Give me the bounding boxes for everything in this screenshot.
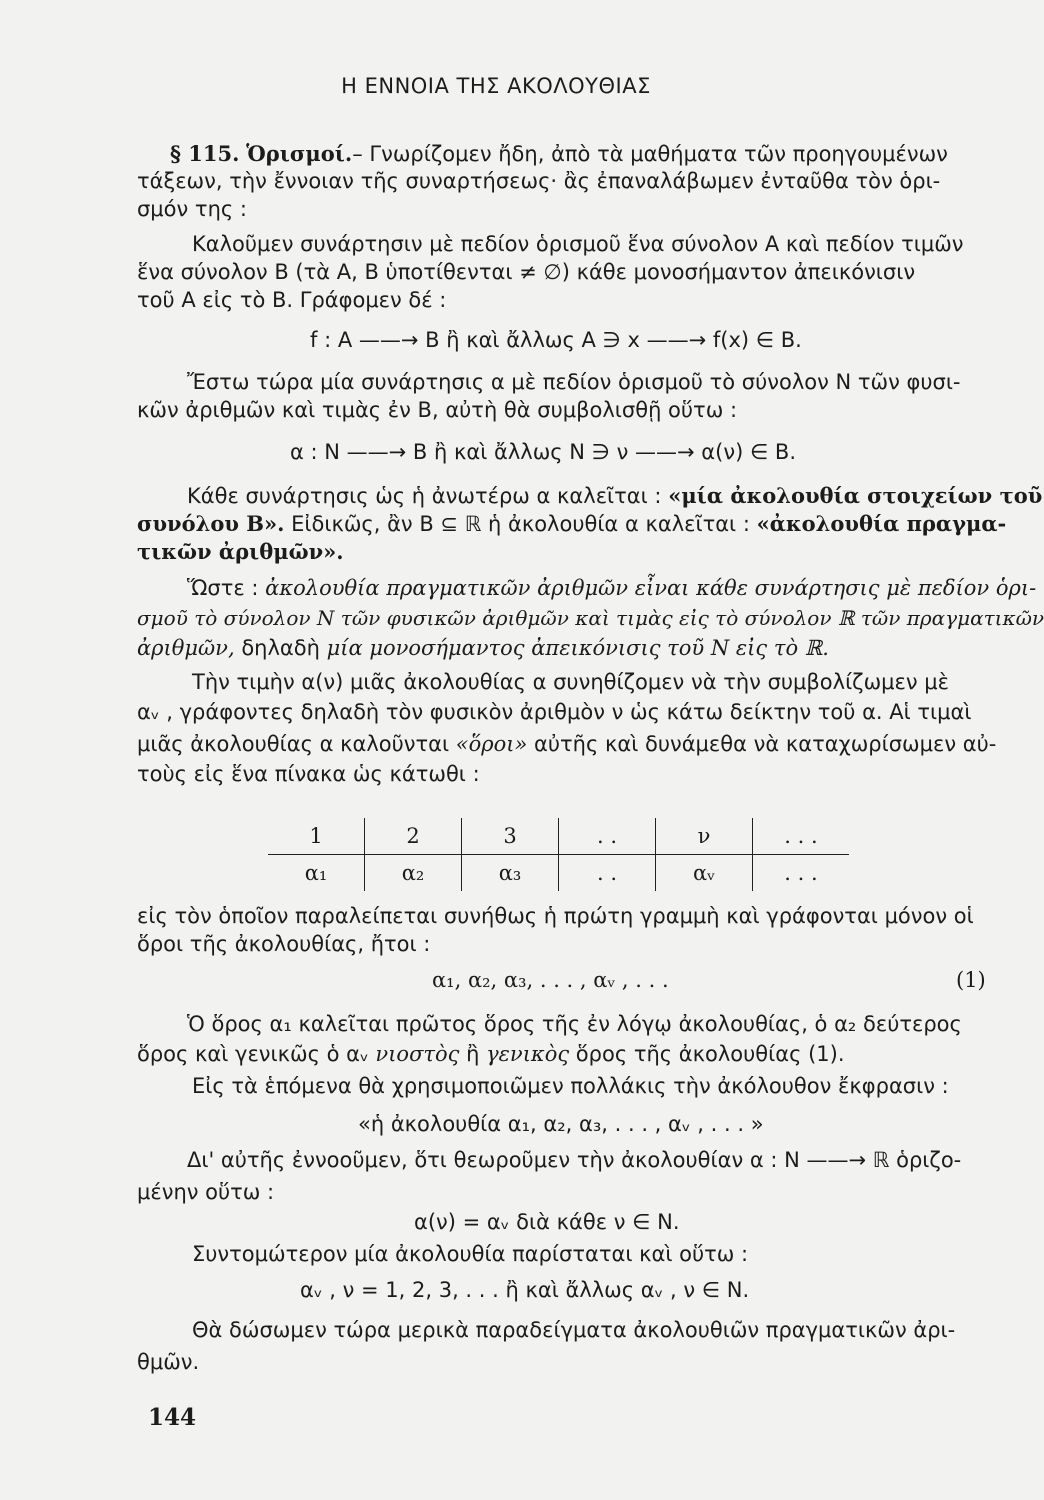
text-line: Ὁ ὅρος α₁ καλεῖται πρῶτος ὅρος τῆς ἐν λόγῳ ἀκολουθίας, ὁ α₂ δεύτερος [187, 1012, 962, 1036]
text-line: θμῶν. [137, 1350, 200, 1374]
equation-number: (1) [956, 968, 986, 992]
text-line: Εἰς τὰ ἑπόμενα θὰ χρησιμοποιῶμεν πολλάκις τὴν ἀκόλουθον ἔκφρασιν : [192, 1074, 949, 1098]
text-line: Ἔστω τώρα μία συνάρτησις α μὲ πεδίον ὁρισμοῦ τὸ σύνολον N τῶν φυσι- [187, 370, 961, 394]
text-line: Καλοῦμεν συνάρτησιν μὲ πεδίον ὁρισμοῦ ἕνα σύνολον A καὶ πεδίον τιμῶν [192, 232, 964, 256]
table-cell: α₃ [462, 855, 559, 892]
term-italic: νιοστὸς [375, 1042, 460, 1066]
text-line [137, 730, 996, 758]
formula-1: f : A ——→ B ἢ καὶ ἄλλως A ∋ x ——→ f(x) ∈ B. [310, 328, 802, 352]
definition-italic: ἀκολουθία πραγματικῶν ἀριθμῶν εἶναι κάθε συνάρτησις μὲ πεδίον ὁρι- [265, 576, 1037, 600]
text-line: Τὴν τιμὴν α(ν) μιᾶς ἀκολουθίας α συνηθίζομεν νὰ τὴν συμβολίζωμεν μὲ [192, 670, 950, 694]
section-heading-line [170, 140, 948, 168]
text-line [187, 574, 1036, 602]
text-line: Δι' αὐτῆς ἐννοοῦμεν, ὅτι θεωροῦμεν τὴν ἀκολουθίαν α : N ——→ ℝ ὁριζο- [187, 1148, 962, 1172]
formula-3: α₁, α₂, α₃, . . . , αᵥ , . . . [432, 968, 669, 992]
section-title: Ὁρισμοί. [246, 141, 353, 166]
table-cell: . . [559, 855, 656, 892]
sequence-table [268, 818, 849, 891]
text-line: Συντομώτερον μία ἀκολουθία παρίσταται καὶ οὕτω : [192, 1242, 749, 1266]
text-line: ἕνα σύνολον B (τὰ A, B ὑποτίθενται ≠ ∅) κάθε μονοσήμαντον ἀπεικόνισιν [137, 260, 916, 284]
text-span: ὅρος καὶ γενικῶς ὁ αᵥ [137, 1042, 369, 1066]
table-cell: α₁ [304, 861, 328, 885]
text-span: δηλαδὴ [241, 636, 320, 660]
definition-italic: ἀριθμῶν, [137, 636, 235, 660]
formula-5: α(ν) = αᵥ διὰ κάθε ν ∈ N. [414, 1210, 680, 1234]
text-line: εἰς τὸν ὁποῖον παραλείπεται συνήθως ἡ πρώτη γραμμὴ καὶ γράφονται μόνον οἱ [137, 904, 974, 928]
section-number: § 115. [170, 141, 240, 166]
running-header: Η ΕΝΝΟΙΑ ΤΗΣ ΑΚΟΛΟΥΘΙΑΣ [341, 74, 651, 98]
text-line [187, 482, 1042, 510]
text-span: μιᾶς ἀκολουθίας α καλοῦνται [137, 732, 450, 756]
definition-italic: σμοῦ τὸ σύνολον N τῶν φυσικῶν ἀριθμῶν καὶ τιμὰς εἰς τὸ σύνολον ℝ τῶν πραγματικῶν [137, 606, 1044, 630]
text-span: Ὥστε : [187, 576, 259, 600]
text-line: τοὺς εἰς ἕνα πίνακα ὡς κάτωθι : [137, 762, 480, 786]
table-cell: α₂ [365, 855, 462, 892]
page-number: 144 [148, 1404, 197, 1431]
definition-term: συνόλου B». [137, 511, 285, 536]
formula-2: α : N ——→ B ἢ καὶ ἄλλως N ∋ ν ——→ α(ν) ∈ B. [290, 440, 796, 464]
table-cell: 1 [268, 818, 365, 855]
definition-term: «ἀκολουθία πραγμα- [756, 511, 1007, 536]
text-line [137, 634, 829, 662]
text-line: Θὰ δώσωμεν τώρα μερικὰ παραδείγματα ἀκολουθιῶν πραγματικῶν ἀρι- [192, 1318, 956, 1342]
term-italic: γενικὸς [486, 1042, 570, 1066]
definition-term: «μία ἀκολουθία στοιχείων τοῦ [668, 483, 1043, 508]
table-cell: . . [559, 818, 656, 855]
table-cell: αᵥ [656, 855, 753, 892]
text-span: Εἰδικῶς, ἂν B ⊆ ℝ ἡ ἀκολουθία α καλεῖται : [291, 512, 750, 536]
text-span: ἢ [466, 1042, 480, 1066]
formula-4: «ἡ ἀκολουθία α₁, α₂, α₃, . . . , αᵥ , . . . » [358, 1112, 764, 1136]
text-line: μένην οὕτω : [137, 1180, 275, 1204]
table-cell: 3 [462, 818, 559, 855]
table-cell: . . . [753, 818, 850, 855]
definition-term: τικῶν ἀριθμῶν». [137, 539, 344, 564]
text-line: τάξεων, τὴν ἔννοιαν τῆς συναρτήσεως· ἂς ἐπαναλάβωμεν ἐνταῦθα τὸν ὁρι- [137, 169, 941, 193]
text-line: αᵥ , γράφοντες δηλαδὴ τὸν φυσικὸν ἀριθμὸν ν ὡς κάτω δείκτην τοῦ α. Αἱ τιμαὶ [137, 700, 972, 724]
section-text: – Γνωρίζομεν ἤδη, ἀπὸ τὰ μαθήματα τῶν προηγουμένων [352, 142, 948, 166]
text-span: Κάθε συνάρτησις ὡς ἡ ἀνωτέρω α καλεῖται : [187, 484, 662, 508]
formula-6: αᵥ , ν = 1, 2, 3, . . . ἢ καὶ ἄλλως αᵥ , ν ∈ N. [300, 1278, 750, 1302]
text-line: ὅροι τῆς ἀκολουθίας, ἤτοι : [137, 932, 431, 956]
text-line [137, 1040, 845, 1068]
text-line: σμόν της : [137, 197, 247, 221]
term-italic: «ὅροι» [455, 732, 528, 756]
text-line: κῶν ἀριθμῶν καὶ τιμὰς ἐν B, αὐτὴ θὰ συμβολισθῇ οὕτω : [137, 398, 738, 422]
text-line: τοῦ A εἰς τὸ B. Γράφομεν δέ : [137, 288, 447, 312]
text-span: ὅρος τῆς ἀκολουθίας (1). [575, 1042, 845, 1066]
table-cell: ν [656, 818, 753, 855]
text-line [137, 510, 1006, 538]
table-cell: 2 [365, 818, 462, 855]
text-span: αὐτῆς καὶ δυνάμεθα νὰ καταχωρίσωμεν αὐ- [534, 732, 997, 756]
definition-italic: μία μονοσήμαντος ἀπεικόνισις τοῦ N εἰς τὸ ℝ. [326, 636, 829, 660]
table-cell: . . . [753, 855, 850, 892]
